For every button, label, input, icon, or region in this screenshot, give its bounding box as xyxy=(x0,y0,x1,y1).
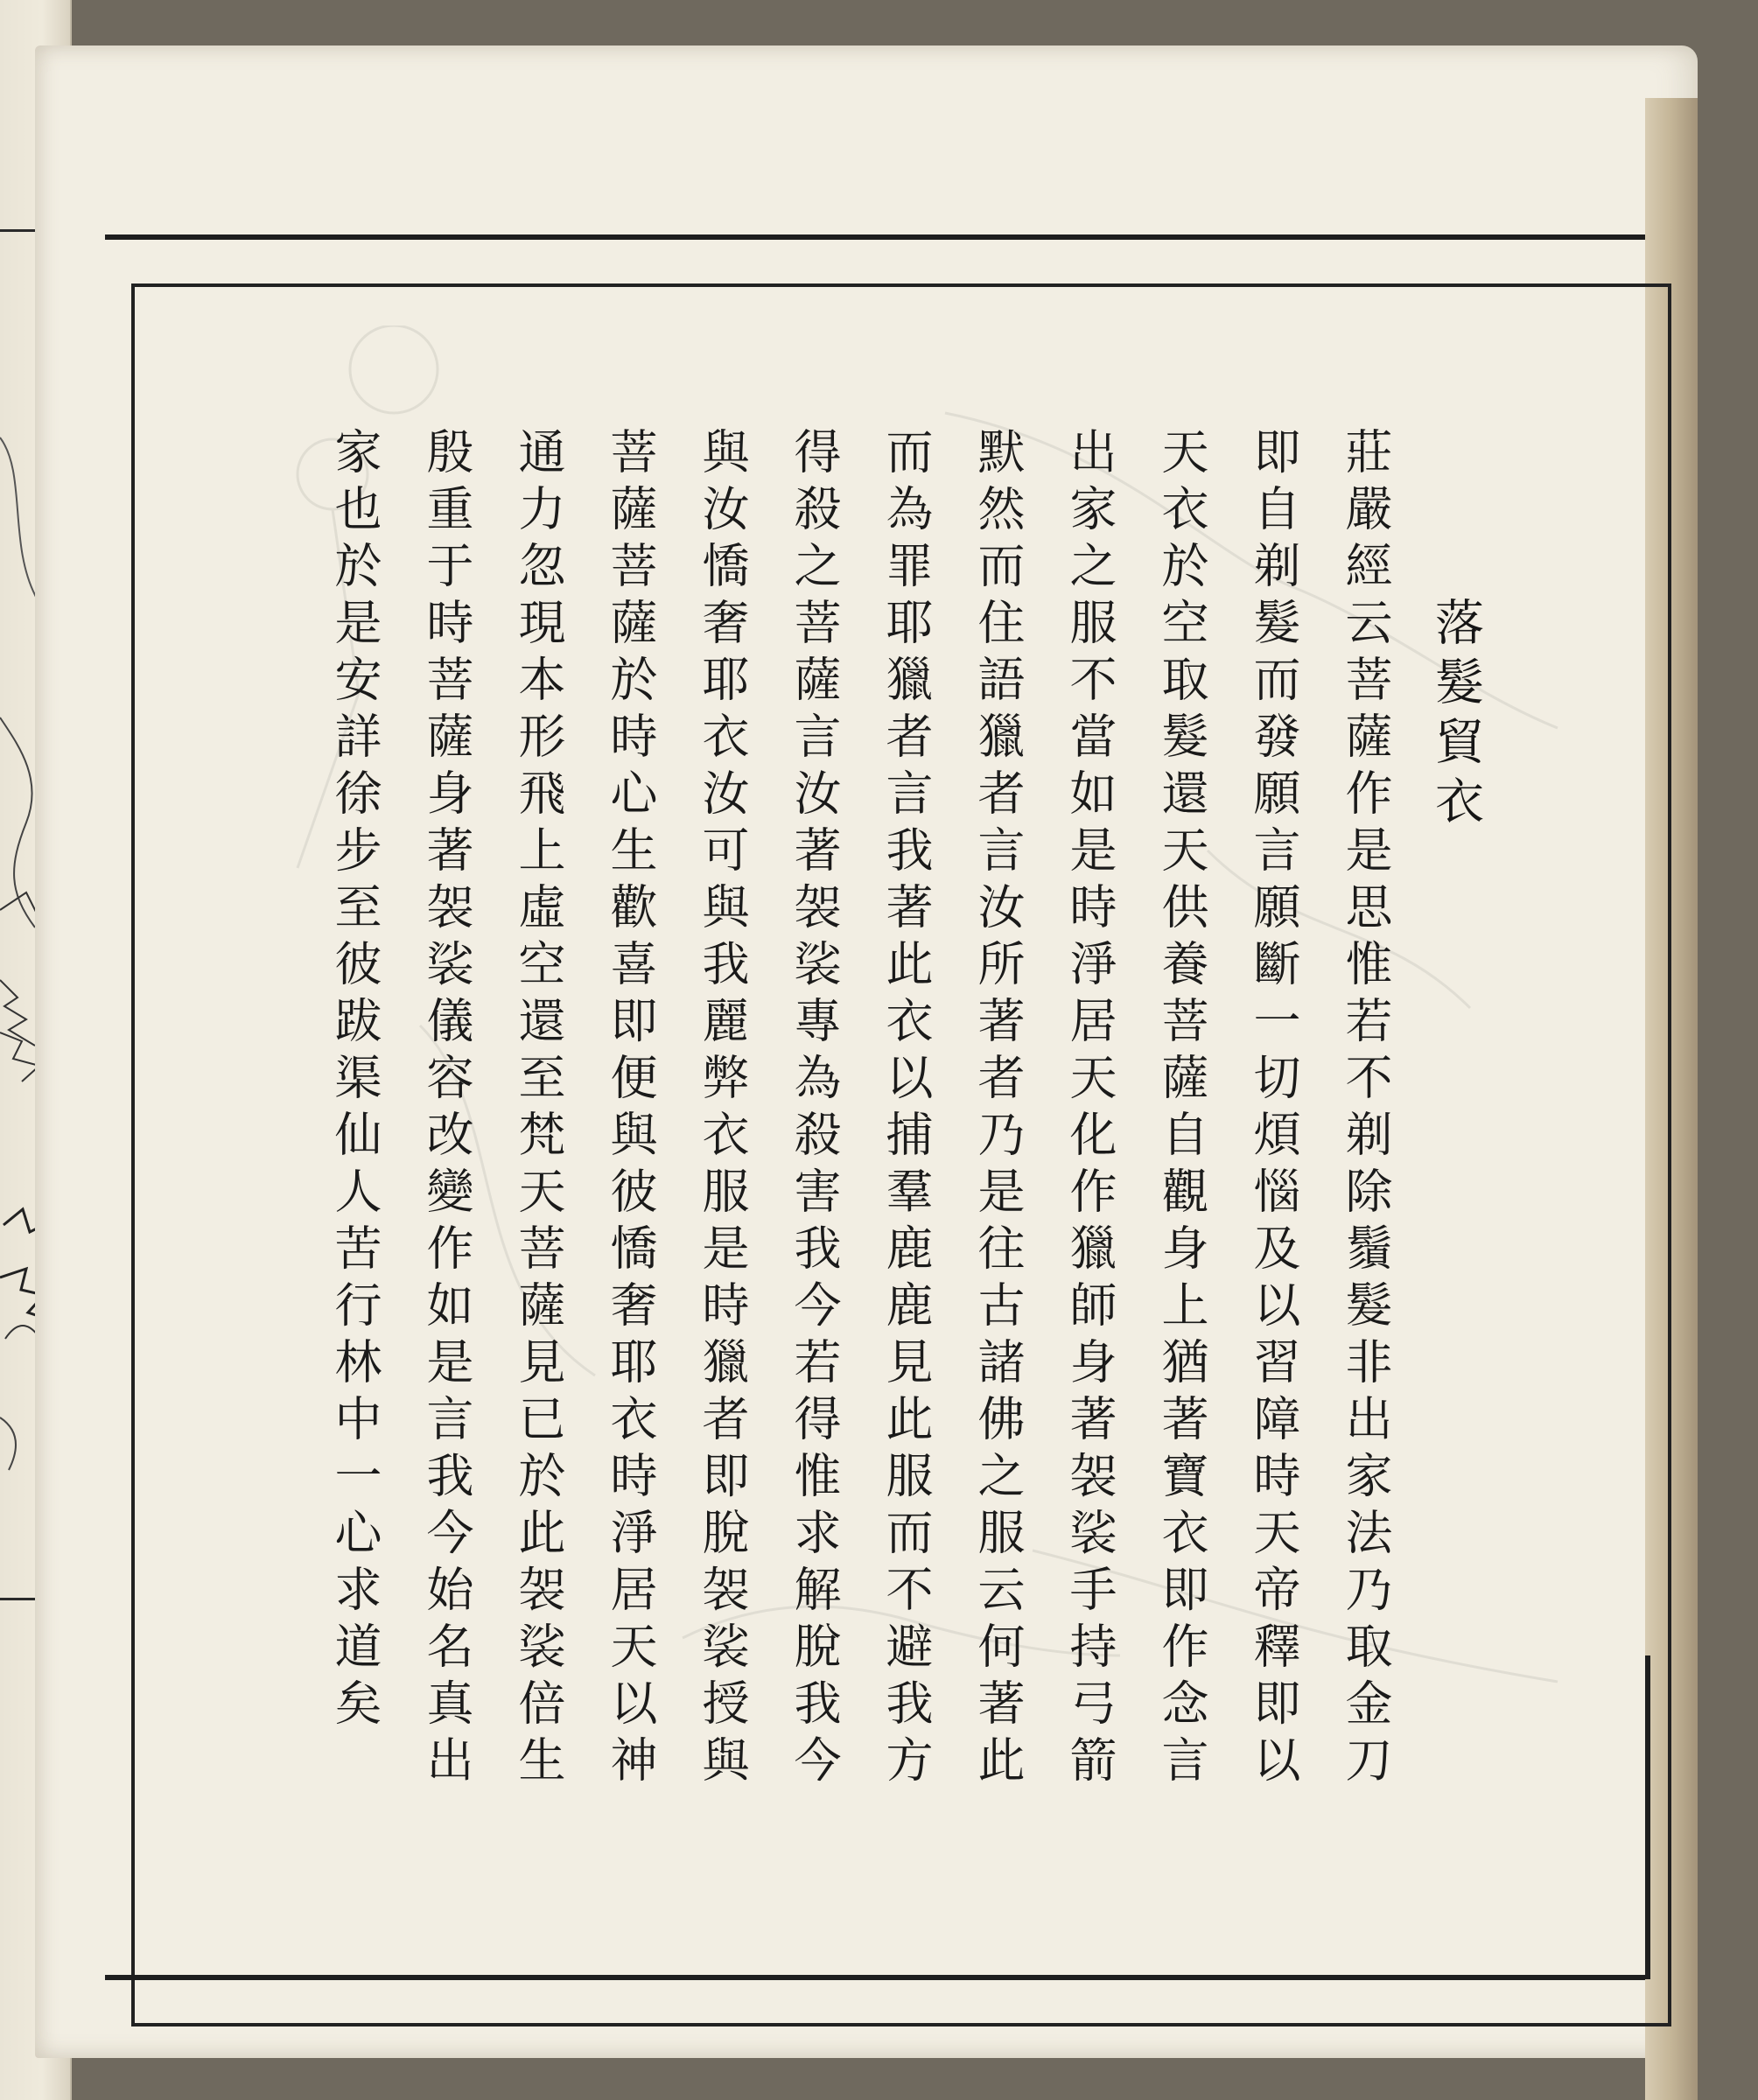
text-column-6: 而為罪耶獵者言我著此衣以捕羣鹿鹿見此服而不避我方 xyxy=(879,427,934,1792)
text-column-5: 默然而住語獵者言汝所著者乃是往古諸佛之服云何著此 xyxy=(970,427,1026,1792)
text-column-8: 與汝憍奢耶衣汝可與我麗弊衣服是時獵者即脫袈裟授與 xyxy=(695,427,750,1792)
frame-right-rule xyxy=(1645,1656,1650,1979)
text-column-1: 莊嚴經云菩薩作是思惟若不剃除鬚髮非出家法乃取金刀 xyxy=(1338,427,1393,1792)
frame-top-rule xyxy=(105,234,1645,240)
text-column-10: 通力忽現本形飛上虛空還至梵天菩薩見已於此袈裟倍生 xyxy=(511,427,566,1792)
text-column-3: 天衣於空取髮還天供養菩薩自觀身上猶著寶衣即作念言 xyxy=(1154,427,1209,1792)
text-column-12: 家也於是安詳徐步至彼跋渠仙人苦行林中一心求道矣 xyxy=(327,427,382,1735)
text-column-9: 菩薩菩薩於時心生歡喜即便與彼憍奢耶衣時淨居天以神 xyxy=(603,427,658,1792)
frame-bottom-rule xyxy=(105,1975,1645,1980)
chapter-title: 落髮貿衣 xyxy=(1427,597,1484,835)
text-column-2: 即自剃髮而發願言願斷一切煩惱及以習障時天帝釋即以 xyxy=(1246,427,1301,1792)
text-column-4: 出家之服不當如是時淨居天化作獵師身著袈裟手持弓箭 xyxy=(1062,427,1117,1792)
text-column-7: 得殺之菩薩言汝著袈裟專為殺害我今若得惟求解脫我今 xyxy=(787,427,842,1792)
page-right xyxy=(35,46,1698,2058)
text-column-11: 殷重于時菩薩身著袈裟儀容改變作如是言我今始名真出 xyxy=(419,427,474,1792)
